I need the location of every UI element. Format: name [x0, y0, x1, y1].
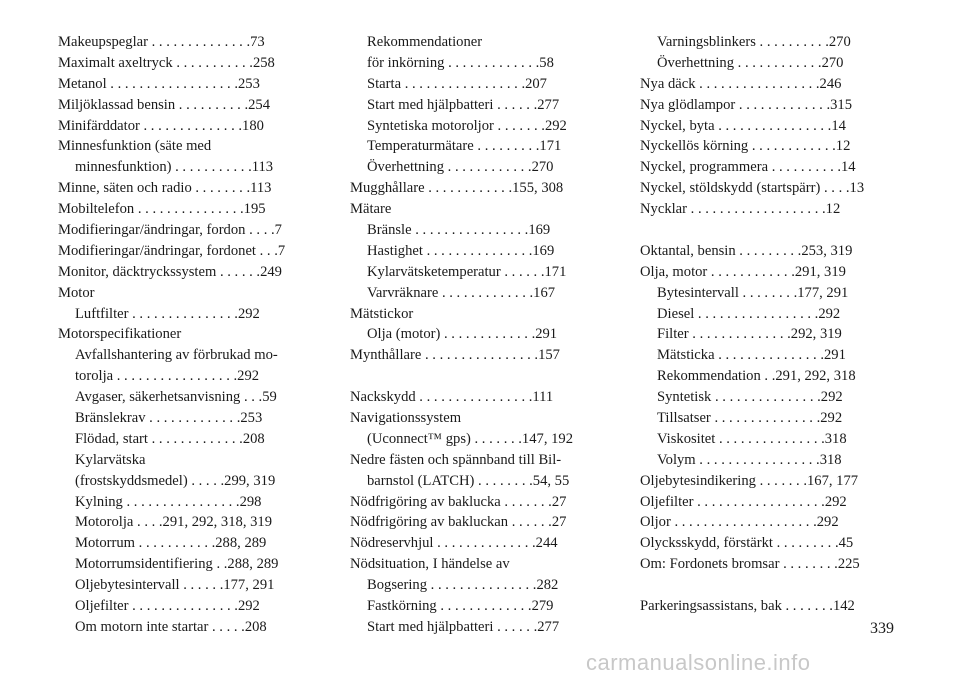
index-subentry: Fastkörning . . . . . . . . . . . . .279 [367, 598, 554, 615]
index-subentry: Avfallshantering av förbrukad mo- [75, 347, 278, 364]
index-entry: Miljöklassad bensin . . . . . . . . . .254 [58, 96, 271, 113]
index-entry: Nyckel, programmera . . . . . . . . . .14 [640, 159, 856, 176]
index-subentry: för inkörning . . . . . . . . . . . . .58 [367, 54, 554, 71]
index-subentry: Varvräknare . . . . . . . . . . . . .167 [367, 284, 556, 301]
index-entry: Monitor, däcktryckssystem . . . . . .249 [58, 263, 282, 280]
index-subentry: Viskositet . . . . . . . . . . . . . . .318 [657, 430, 847, 447]
index-subentry: Luftfilter . . . . . . . . . . . . . . .292 [75, 305, 260, 322]
index-entry: Nyckel, byta . . . . . . . . . . . . . . . .14 [640, 117, 846, 134]
index-subentry: Starta . . . . . . . . . . . . . . . . .207 [367, 75, 547, 92]
index-subentry: Volym . . . . . . . . . . . . . . . . .318 [657, 451, 842, 468]
index-spacer [640, 220, 898, 241]
index-subentry: Mätsticka . . . . . . . . . . . . . . .291 [657, 347, 846, 364]
index-subentry: Avgaser, säkerhetsanvisning . . .59 [75, 389, 277, 406]
index-entry: Mynthållare . . . . . . . . . . . . . . . .157 [350, 347, 560, 364]
index-subentry: Flödad, start . . . . . . . . . . . . .208 [75, 430, 265, 447]
index-column-1 [58, 32, 310, 638]
index-subentry: Överhettning . . . . . . . . . . . .270 [657, 54, 844, 71]
index-entry: Mugghållare . . . . . . . . . . . .155, 308 [350, 180, 564, 197]
index-subentry: Överhettning . . . . . . . . . . . .270 [367, 159, 554, 176]
index-subentry: Kylning . . . . . . . . . . . . . . . .298 [75, 493, 262, 510]
index-entry: Oljebytesindikering . . . . . . .167, 177 [640, 472, 859, 489]
index-subentry: Motorolja . . . .291, 292, 318, 319 [75, 514, 273, 531]
index-entry: Nyckel, stöldskydd (startspärr) . . . .13 [640, 180, 865, 197]
index-subentry: torolja . . . . . . . . . . . . . . . . .292 [75, 368, 260, 385]
index-entry: Nya däck . . . . . . . . . . . . . . . . .246 [640, 75, 842, 92]
index-entry: Nedre fästen och spännband till Bil- [350, 451, 562, 468]
index-subentry: Rekommendationer [367, 34, 483, 50]
index-entry: Minifärddator . . . . . . . . . . . . . .180 [58, 117, 264, 134]
index-subentry: (Uconnect™ gps) . . . . . . .147, 192 [367, 430, 574, 447]
index-spacer [640, 575, 898, 596]
index-entry: Minne, säten och radio . . . . . . . .113 [58, 180, 272, 197]
index-entry: Maximalt axeltryck . . . . . . . . . . .258 [58, 54, 275, 71]
index-subentry: barnstol (LATCH) . . . . . . . .54, 55 [367, 472, 570, 489]
watermark: carmanualsonline.info [586, 650, 811, 675]
index-subentry: Kylarvätsketemperatur . . . . . .171 [367, 263, 567, 280]
index-subentry: Bränslekrav . . . . . . . . . . . . .253 [75, 410, 263, 427]
index-subentry: Kylarvätska [75, 451, 146, 468]
index-entry: Navigationssystem [350, 410, 462, 427]
index-column-3 [640, 32, 898, 617]
index-entry: Oljefilter . . . . . . . . . . . . . . . . . .292 [640, 493, 847, 510]
index-entry: Makeupspeglar . . . . . . . . . . . . . .73 [58, 34, 265, 50]
index-entry: Parkeringsassistans, bak . . . . . . .142 [640, 598, 855, 615]
index-entry: Motorspecifikationer [58, 326, 182, 343]
index-entry: Minnesfunktion (säte med [58, 138, 212, 155]
index-subentry: Hastighet . . . . . . . . . . . . . . .169 [367, 242, 555, 259]
index-entry: Modifieringar/ändringar, fordon . . . .7 [58, 222, 282, 239]
index-entry: Nackskydd . . . . . . . . . . . . . . . .111 [350, 389, 554, 406]
index-subentry: Tillsatser . . . . . . . . . . . . . . .292 [657, 410, 843, 427]
index-entry: Nödfrigöring av baklucka . . . . . . .27 [350, 493, 567, 510]
index-entry: Mätare [350, 201, 392, 218]
index-entry: Metanol . . . . . . . . . . . . . . . . . .253 [58, 75, 260, 92]
index-spacer [350, 366, 608, 387]
index-subentry: Syntetiska motoroljor . . . . . . .292 [367, 117, 567, 134]
index-subentry: Temperaturmätare . . . . . . . . .171 [367, 138, 562, 155]
index-entry: Nya glödlampor . . . . . . . . . . . . .315 [640, 96, 852, 113]
index-entry: Nödfrigöring av bakluckan . . . . . .27 [350, 514, 567, 531]
index-subentry: Varningsblinkers . . . . . . . . . .270 [657, 34, 851, 50]
index-entry: Olycksskydd, förstärkt . . . . . . . . .45 [640, 535, 854, 552]
index-entry: Nycklar . . . . . . . . . . . . . . . . . . .12 [640, 201, 841, 218]
index-subentry: Start med hjälpbatteri . . . . . .277 [367, 96, 560, 113]
index-entry: Mätstickor [350, 305, 414, 322]
index-subentry: Syntetisk . . . . . . . . . . . . . . .292 [657, 389, 843, 406]
index-subentry: Bränsle . . . . . . . . . . . . . . . .169 [367, 222, 551, 239]
index-entry: Motor [58, 284, 95, 301]
index-subentry: Bytesintervall . . . . . . . .177, 291 [657, 284, 849, 301]
index-subentry: Motorrum . . . . . . . . . . .288, 289 [75, 535, 267, 552]
index-subentry: (frostskyddsmedel) . . . . .299, 319 [75, 472, 276, 489]
index-subentry: Diesel . . . . . . . . . . . . . . . . .292 [657, 305, 841, 322]
index-subentry: Bogsering . . . . . . . . . . . . . . .282 [367, 577, 559, 594]
index-subentry: Oljefilter . . . . . . . . . . . . . . .292 [75, 598, 260, 615]
index-entry: Nyckellös körning . . . . . . . . . . . .12 [640, 138, 851, 155]
index-entry: Oktantal, bensin . . . . . . . . .253, 319 [640, 242, 853, 259]
index-subentry: Oljebytesintervall . . . . . .177, 291 [75, 577, 275, 594]
index-subentry: Filter . . . . . . . . . . . . . .292, 319 [657, 326, 842, 343]
index-entry: Nödreservhjul . . . . . . . . . . . . . .244 [350, 535, 558, 552]
index-subentry: Rekommendation . .291, 292, 318 [657, 368, 856, 385]
index-subentry: Olja (motor) . . . . . . . . . . . . .291 [367, 326, 558, 343]
index-entry: Olja, motor . . . . . . . . . . . .291, 319 [640, 263, 846, 280]
index-entry: Oljor . . . . . . . . . . . . . . . . . . . .292 [640, 514, 839, 531]
index-subentry: Om motorn inte startar . . . . .208 [75, 618, 267, 635]
index-subentry: Start med hjälpbatteri . . . . . .277 [367, 618, 560, 635]
index-entry: Om: Fordonets bromsar . . . . . . . .225 [640, 556, 860, 573]
index-column-2 [350, 32, 608, 638]
index-entry: Mobiltelefon . . . . . . . . . . . . . . .195 [58, 201, 266, 218]
index-entry: Modifieringar/ändringar, fordonet . . .7 [58, 242, 286, 259]
index-entry: Nödsituation, I händelse av [350, 556, 510, 573]
page-number: 339 [870, 620, 894, 637]
index-subentry: minnesfunktion) . . . . . . . . . . .113 [75, 159, 274, 176]
index-subentry: Motorrumsidentifiering . .288, 289 [75, 556, 279, 573]
